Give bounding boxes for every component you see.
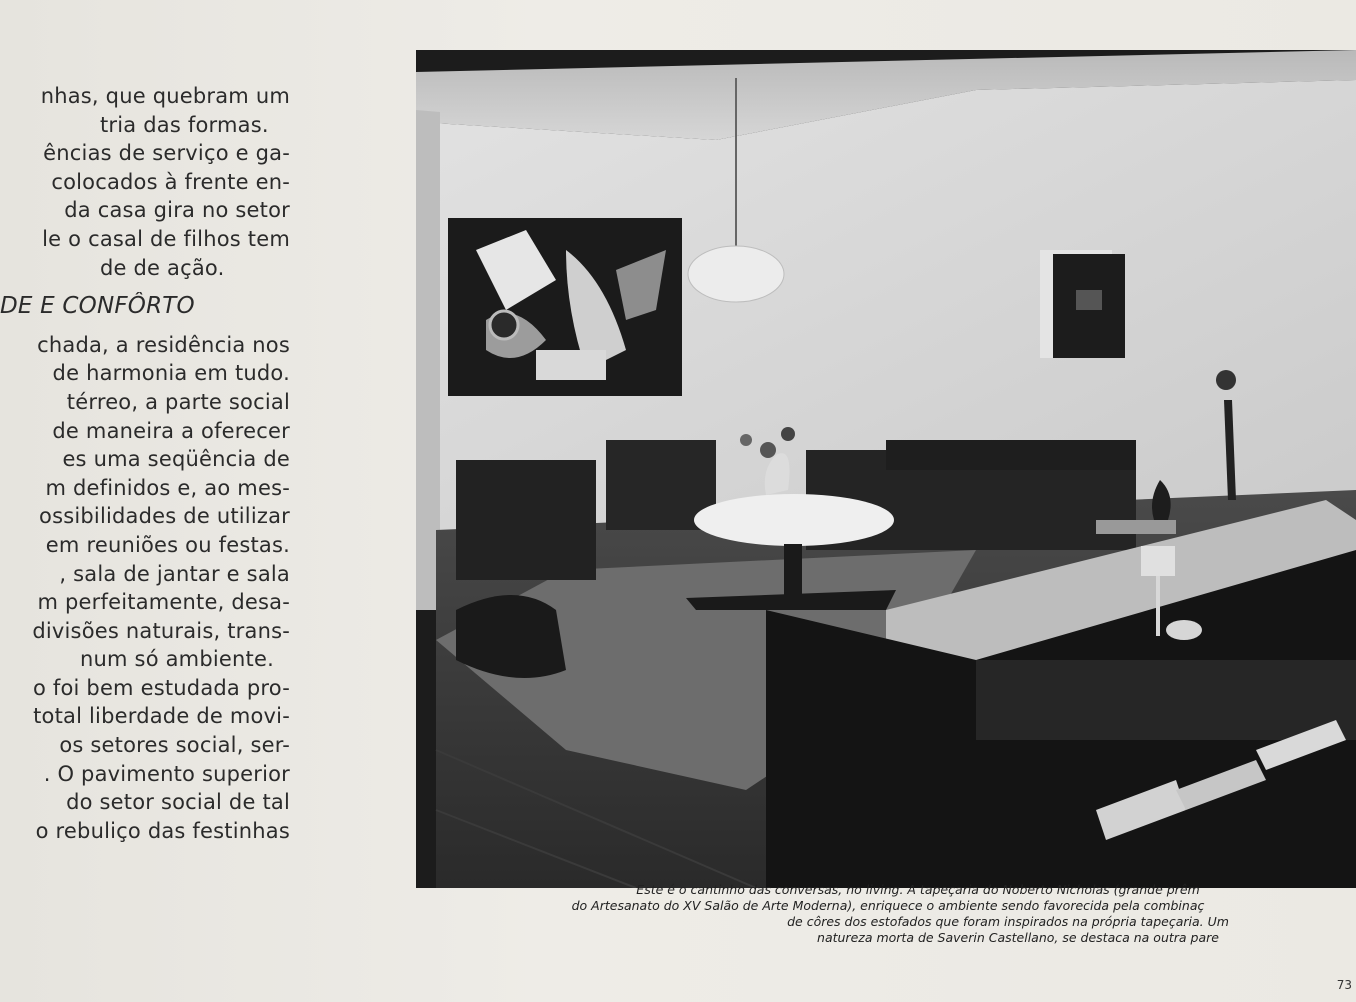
text-line: térreo, a parte social bbox=[66, 389, 290, 414]
living-room-photo bbox=[416, 50, 1356, 888]
text-line: colocados à frente en- bbox=[51, 169, 290, 194]
text-line: total liberdade de movi- bbox=[33, 704, 290, 729]
section-heading: DE E CONFÔRTO bbox=[0, 293, 195, 320]
text-line: chada, a residência nos bbox=[37, 332, 290, 357]
caption-line: do Artesanato do XV Salão de Arte Moderna), enriquece o ambiente sendo favorecida pela combinaç bbox=[571, 898, 1205, 913]
text-line: m definidos e, ao mes- bbox=[45, 475, 290, 500]
text-line: de de ação. bbox=[100, 255, 225, 280]
text-line: m perfeitamente, desa- bbox=[37, 590, 290, 615]
text-line: tria das formas. bbox=[100, 112, 269, 137]
text-line: . O pavimento superior bbox=[43, 761, 290, 786]
page-number: 73 bbox=[1336, 978, 1352, 992]
text-line: , sala de jantar e sala bbox=[59, 561, 290, 586]
left-text-column bbox=[0, 82, 300, 845]
text-line: ências de serviço e ga- bbox=[43, 141, 290, 166]
pendant-lamp bbox=[688, 246, 784, 302]
bag bbox=[456, 595, 566, 678]
text-line: le o casal de filhos tem bbox=[42, 226, 290, 251]
caption-line: de côres dos estofados que foram inspirados na própria tapeçaria. Um bbox=[787, 914, 1229, 929]
caption-line: natureza morta de Saverin Castellano, se destaca na outra pare bbox=[817, 930, 1219, 945]
text-line: os setores social, ser- bbox=[59, 733, 290, 758]
text-line: o rebuliço das festinhas bbox=[35, 818, 290, 843]
text-line: o foi bem estudada pro- bbox=[32, 675, 290, 700]
text-line: do setor social de tal bbox=[66, 790, 290, 815]
coffee-table bbox=[694, 494, 894, 546]
armchair bbox=[456, 460, 596, 580]
text-line: de harmonia em tudo. bbox=[52, 361, 290, 386]
text-line: da casa gira no setor bbox=[64, 198, 290, 223]
text-line: num só ambiente. bbox=[80, 647, 274, 672]
text-line: em reuniões ou festas. bbox=[45, 532, 290, 557]
text-line: nhas, que quebram um bbox=[40, 84, 290, 108]
photo-caption bbox=[420, 882, 1356, 946]
goblet bbox=[1141, 546, 1175, 576]
text-line: divisões naturais, trans- bbox=[32, 618, 290, 643]
text-line: ossibilidades de utilizar bbox=[39, 504, 290, 529]
text-line: de maneira a oferecer bbox=[52, 418, 290, 443]
caption-line: Este é o cantinho das conversas, no living. A tapeçaria do Noberto Nicholas (grande prêm bbox=[636, 882, 1200, 897]
text-line: es uma seqüência de bbox=[62, 447, 290, 472]
living-room-illustration bbox=[416, 50, 1356, 888]
